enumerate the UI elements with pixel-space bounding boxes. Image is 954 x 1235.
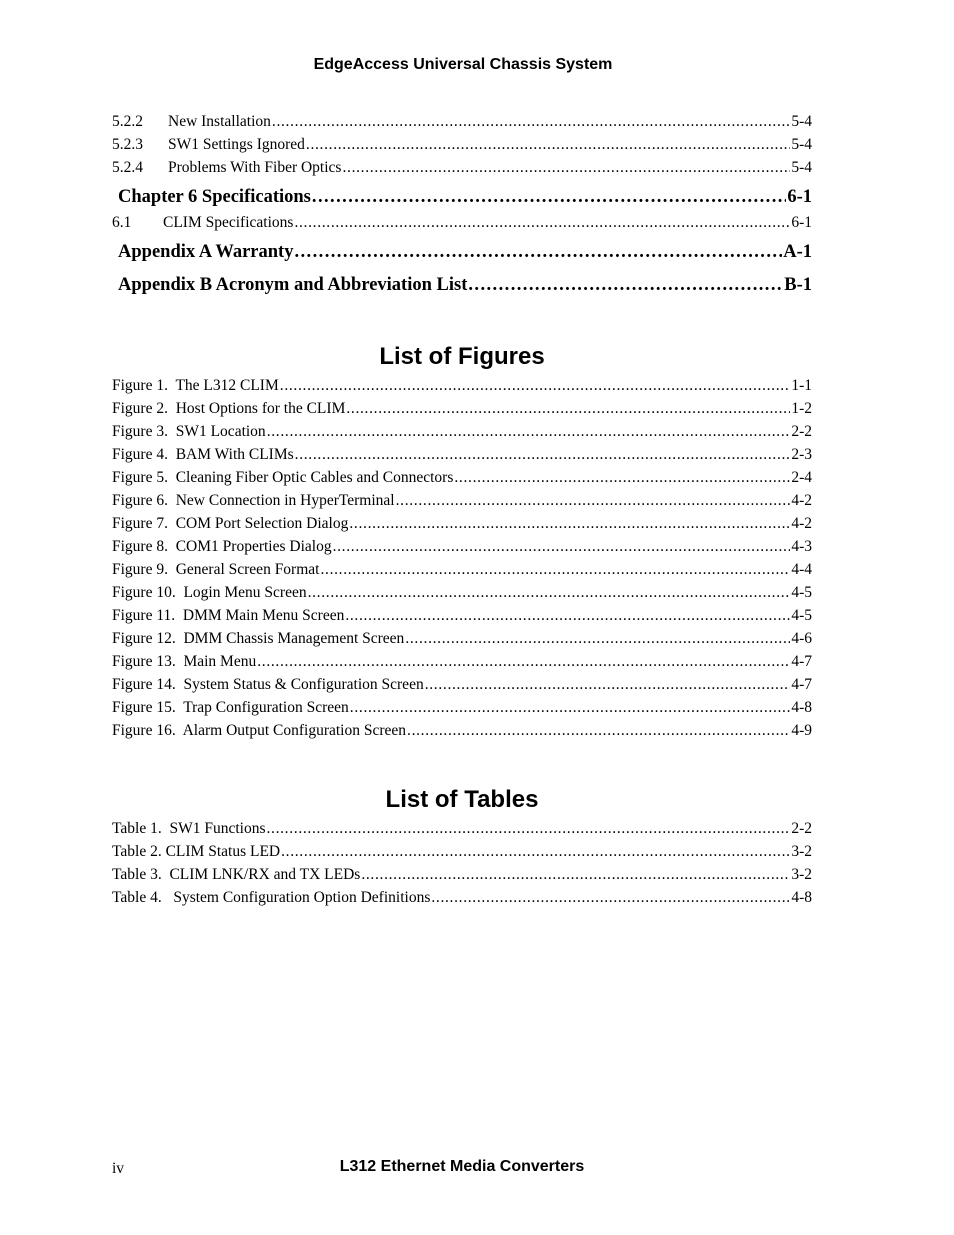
running-footer <box>112 1158 812 1180</box>
toc-appendix-entry[interactable] <box>112 269 812 302</box>
leader-dots <box>342 156 790 179</box>
leader-dots <box>295 443 791 466</box>
entry-title: CLIM Specifications <box>163 214 294 231</box>
figure-list-entry[interactable] <box>112 466 812 489</box>
figure-list-entry[interactable] <box>112 512 812 535</box>
entry-title: Problems With Fiber Optics <box>168 159 342 176</box>
page-ref: 6-1 <box>787 187 812 207</box>
entry-title: Figure 7. COM Port Selection Dialog <box>112 515 349 532</box>
figure-list-entry[interactable] <box>112 719 812 742</box>
entry-title: Table 1. SW1 Functions <box>112 820 266 837</box>
toc-appendix-entry[interactable] <box>112 236 812 269</box>
table-list-entry[interactable] <box>112 840 812 863</box>
figure-list-entry[interactable] <box>112 397 812 420</box>
table-list-entry[interactable] <box>112 863 812 886</box>
toc-chapter-entry[interactable] <box>112 181 812 214</box>
entry-title: Figure 3. SW1 Location <box>112 423 266 440</box>
entry-title: Table 2. CLIM Status LED <box>112 843 281 860</box>
page-ref: 3-2 <box>791 866 812 883</box>
leader-dots <box>361 863 790 886</box>
leader-dots <box>345 604 790 627</box>
entry-title: Figure 6. New Connection in HyperTerminal <box>112 492 395 509</box>
leader-dots <box>280 374 791 397</box>
leader-dots <box>468 269 783 302</box>
entry-title: Figure 5. Cleaning Fiber Optic Cables and Connectors <box>112 469 454 486</box>
entry-title: Figure 2. Host Options for the CLIM <box>112 400 346 417</box>
list-of-tables-heading: List of Tables <box>385 786 539 813</box>
page-ref: 4-8 <box>791 889 812 906</box>
entry-title: SW1 Settings Ignored <box>168 136 305 153</box>
leader-dots <box>396 489 791 512</box>
entry-title: Figure 12. DMM Chassis Management Screen <box>112 630 405 647</box>
figure-list-entry[interactable] <box>112 604 812 627</box>
section-number: 6.1 <box>112 214 132 231</box>
section-number: 5.2.2 <box>112 113 143 130</box>
page-ref: 4-3 <box>791 538 812 555</box>
entry-title: Figure 14. System Status & Configuration Screen <box>112 676 424 693</box>
entry-title: Table 3. CLIM LNK/RX and TX LEDs <box>112 866 361 883</box>
page-ref: 2-3 <box>791 446 812 463</box>
table-list-entry[interactable] <box>112 817 812 840</box>
page-ref: 4-8 <box>791 699 812 716</box>
footer-title: L312 Ethernet Media Converters <box>339 1158 585 1175</box>
leader-dots <box>306 133 790 156</box>
leader-dots <box>407 719 790 742</box>
figure-list-entry[interactable] <box>112 420 812 443</box>
page-number: iv <box>112 1160 125 1177</box>
page-ref: 1-1 <box>791 377 812 394</box>
entry-title: Figure 10. Login Menu Screen <box>112 584 307 601</box>
leader-dots <box>405 627 790 650</box>
page-ref: 4-5 <box>791 607 812 624</box>
page-ref: 4-2 <box>791 515 812 532</box>
page-ref: 2-2 <box>791 423 812 440</box>
page-ref: 4-9 <box>791 722 812 739</box>
page-ref: 4-5 <box>791 584 812 601</box>
page-ref: 5-4 <box>791 159 812 176</box>
running-header: EdgeAccess Universal Chassis System <box>313 56 613 73</box>
figure-list-entry[interactable] <box>112 374 812 397</box>
leader-dots <box>267 420 791 443</box>
entry-title: Figure 13. Main Menu <box>112 653 257 670</box>
leader-dots <box>454 466 790 489</box>
page-ref: 4-7 <box>791 676 812 693</box>
entry-title: Figure 9. General Screen Format <box>112 561 320 578</box>
page-ref: 4-2 <box>791 492 812 509</box>
list-of-figures-heading: List of Figures <box>379 343 545 370</box>
page-ref: 2-4 <box>791 469 812 486</box>
page-ref: 4-4 <box>791 561 812 578</box>
page-ref: A-1 <box>783 242 812 262</box>
leader-dots <box>346 397 790 420</box>
figure-list-entry[interactable] <box>112 558 812 581</box>
appendix-title: Appendix A Warranty <box>118 242 294 262</box>
figure-list-entry[interactable] <box>112 581 812 604</box>
leader-dots <box>294 211 790 234</box>
tables-list <box>112 817 812 909</box>
entry-title: Figure 4. BAM With CLIMs <box>112 446 294 463</box>
figure-list-entry[interactable] <box>112 535 812 558</box>
toc-entry[interactable] <box>112 110 812 133</box>
leader-dots <box>308 581 791 604</box>
page-ref: 5-4 <box>791 113 812 130</box>
page-ref: 3-2 <box>791 843 812 860</box>
toc-entry[interactable] <box>112 156 812 179</box>
leader-dots <box>266 817 790 840</box>
toc-entry[interactable] <box>112 211 812 234</box>
entry-title: Table 4. System Configuration Option Definitions <box>112 889 431 906</box>
entry-title: Figure 1. The L312 CLIM <box>112 377 279 394</box>
entry-title: Figure 15. Trap Configuration Screen <box>112 699 349 716</box>
figures-list <box>112 374 812 742</box>
leader-dots <box>349 512 790 535</box>
figure-list-entry[interactable] <box>112 489 812 512</box>
figure-list-entry[interactable] <box>112 696 812 719</box>
page-ref: 2-2 <box>791 820 812 837</box>
leader-dots <box>294 236 782 269</box>
entry-title: Figure 16. Alarm Output Configuration Screen <box>112 722 407 739</box>
leader-dots <box>272 110 790 133</box>
toc-content <box>112 110 812 909</box>
leader-dots <box>350 696 791 719</box>
figure-list-entry[interactable] <box>112 673 812 696</box>
entry-title: Figure 11. DMM Main Menu Screen <box>112 607 345 624</box>
page-ref: 4-6 <box>791 630 812 647</box>
page-ref: 1-2 <box>791 400 812 417</box>
page-ref: 4-7 <box>791 653 812 670</box>
figure-list-entry[interactable] <box>112 443 812 466</box>
leader-dots <box>257 650 790 673</box>
toc-entry[interactable] <box>112 133 812 156</box>
section-number: 5.2.3 <box>112 136 143 153</box>
leader-dots <box>320 558 790 581</box>
page-ref: 5-4 <box>791 136 812 153</box>
table-list-entry[interactable] <box>112 886 812 909</box>
leader-dots <box>425 673 791 696</box>
figure-list-entry[interactable] <box>112 650 812 673</box>
leader-dots <box>431 886 790 909</box>
chapter-title: Chapter 6 Specifications <box>118 187 311 207</box>
appendix-title: Appendix B Acronym and Abbreviation List <box>118 275 468 295</box>
page-ref: B-1 <box>784 275 812 295</box>
leader-dots <box>281 840 790 863</box>
page-ref: 6-1 <box>791 214 812 231</box>
entry-title: Figure 8. COM1 Properties Dialog <box>112 538 332 555</box>
figure-list-entry[interactable] <box>112 627 812 650</box>
section-number: 5.2.4 <box>112 159 143 176</box>
leader-dots <box>333 535 791 558</box>
entry-title: New Installation <box>168 113 271 130</box>
leader-dots <box>312 181 786 214</box>
